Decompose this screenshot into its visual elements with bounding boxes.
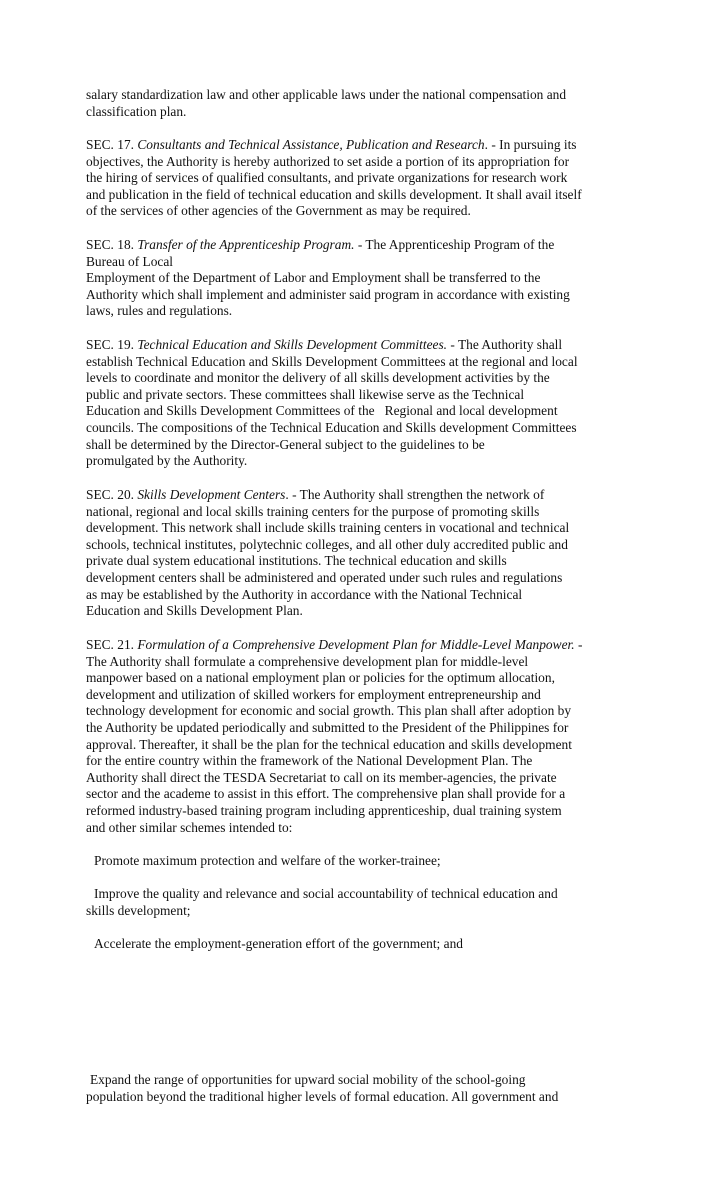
section-label: SEC. 17. bbox=[86, 137, 134, 152]
section-title: Consultants and Technical Assistance, Publication and Research bbox=[137, 137, 485, 152]
text-line: Expand the range of opportunities for upward social mobility of the school-going bbox=[90, 1072, 526, 1087]
section-17 bbox=[86, 137, 650, 220]
text-line: Authority which shall implement and administer said program in accordance with existing bbox=[86, 286, 570, 302]
section-title: Formulation of a Comprehensive Development Plan for Middle-Level Manpower. bbox=[137, 637, 575, 652]
text-line: levels to coordinate and monitor the delivery of all skills development activities by the bbox=[86, 370, 550, 386]
list-item bbox=[86, 1072, 650, 1105]
text-line: manpower based on a national employment plan or policies for the optimum allocation, bbox=[86, 670, 555, 686]
text-line: . - In pursuing its bbox=[484, 137, 577, 152]
text-line: national, regional and local skills training centers for the purpose of promoting skills bbox=[86, 503, 540, 519]
text-line: and other similar schemes intended to: bbox=[86, 819, 293, 835]
text-line: The Authority shall formulate a comprehensive development plan for middle-level bbox=[86, 653, 529, 669]
section-18 bbox=[86, 237, 650, 320]
section-label: SEC. 20. bbox=[86, 487, 134, 502]
text-line: Promote maximum protection and welfare of the worker-trainee; bbox=[94, 853, 441, 868]
text-line: - bbox=[574, 637, 583, 652]
section-19 bbox=[86, 337, 650, 470]
text-line: development. This network shall include skills training centers in vocational and technical bbox=[86, 520, 570, 536]
text-line: - The Apprenticeship Program of the bbox=[354, 237, 555, 252]
text-line: reformed industry-based training program including apprenticeship, dual training system bbox=[86, 802, 562, 818]
text-line: for the entire country within the framework of the National Development Plan. The bbox=[86, 753, 533, 769]
text-line: population beyond the traditional higher levels of formal education. All government and bbox=[86, 1088, 559, 1104]
text-line: skills development; bbox=[86, 902, 191, 918]
list-item bbox=[86, 853, 650, 870]
section-label: SEC. 19. bbox=[86, 337, 134, 352]
text-line: Education and Skills Development Committees of the Regional and local development bbox=[86, 403, 558, 419]
list-item bbox=[86, 936, 650, 953]
text-line: sector and the academe to assist in this effort. The comprehensive plan shall provide for a bbox=[86, 786, 566, 802]
section-title: Technical Education and Skills Development Committees. bbox=[137, 337, 448, 352]
text-line: the Authority be updated periodically and submitted to the President of the Philippines for bbox=[86, 719, 569, 735]
text-line: Education and Skills Development Plan. bbox=[86, 603, 303, 619]
text-line: Bureau of Local bbox=[86, 253, 173, 269]
list-item bbox=[86, 886, 650, 919]
section-title: Skills Development Centers bbox=[137, 487, 286, 502]
text-line: approval. Thereafter, it shall be the plan for the technical education and skills development bbox=[86, 736, 572, 752]
text-line: objectives, the Authority is hereby authorized to set aside a portion of its appropriation for bbox=[86, 153, 570, 169]
section-title: Transfer of the Apprenticeship Program. bbox=[137, 237, 355, 252]
text-line: Improve the quality and relevance and social accountability of technical education and bbox=[94, 886, 558, 901]
text-line: councils. The compositions of the Technical Education and Skills development Committees bbox=[86, 419, 577, 435]
text-line: schools, technical institutes, polytechnic colleges, and all other duly accredited public and bbox=[86, 536, 568, 552]
paragraph-intro bbox=[86, 87, 650, 120]
text-line: development centers shall be administered and operated under such rules and regulations bbox=[86, 569, 563, 585]
text-line: promulgated by the Authority. bbox=[86, 453, 248, 469]
text-line: Accelerate the employment-generation effort of the government; and bbox=[94, 936, 463, 951]
section-label: SEC. 21. bbox=[86, 637, 134, 652]
text-line: private dual system educational institutions. The technical education and skills bbox=[86, 553, 507, 569]
section-20 bbox=[86, 487, 650, 620]
text-line: Authority shall direct the TESDA Secretariat to call on its member-agencies, the private bbox=[86, 769, 557, 785]
text-line: Employment of the Department of Labor and Employment shall be transferred to the bbox=[86, 270, 541, 286]
text-line: - The Authority shall bbox=[447, 337, 563, 352]
text-line: salary standardization law and other applicable laws under the national compensation and bbox=[86, 87, 567, 102]
section-21 bbox=[86, 637, 650, 836]
text-line: technology development for economic and social growth. This plan shall after adoption by bbox=[86, 703, 572, 719]
text-line: classification plan. bbox=[86, 103, 187, 119]
text-line: laws, rules and regulations. bbox=[86, 303, 233, 319]
text-line: the hiring of services of qualified consultants, and private organizations for research work bbox=[86, 170, 568, 186]
text-line: development and utilization of skilled workers for employment entrepreneurship and bbox=[86, 686, 541, 702]
text-line: shall be determined by the Director-General subject to the guidelines to be bbox=[86, 436, 485, 452]
text-line: of the services of other agencies of the Government as may be required. bbox=[86, 203, 471, 219]
text-line: . - The Authority shall strengthen the network of bbox=[285, 487, 545, 502]
section-label: SEC. 18. bbox=[86, 237, 134, 252]
text-line: and publication in the field of technical education and skills development. It shall avail itself bbox=[86, 186, 582, 202]
text-line: public and private sectors. These committees shall likewise serve as the Technical bbox=[86, 386, 525, 402]
text-line: establish Technical Education and Skills Development Committees at the regional and local bbox=[86, 353, 578, 369]
text-line: as may be established by the Authority in accordance with the National Technical bbox=[86, 586, 523, 602]
